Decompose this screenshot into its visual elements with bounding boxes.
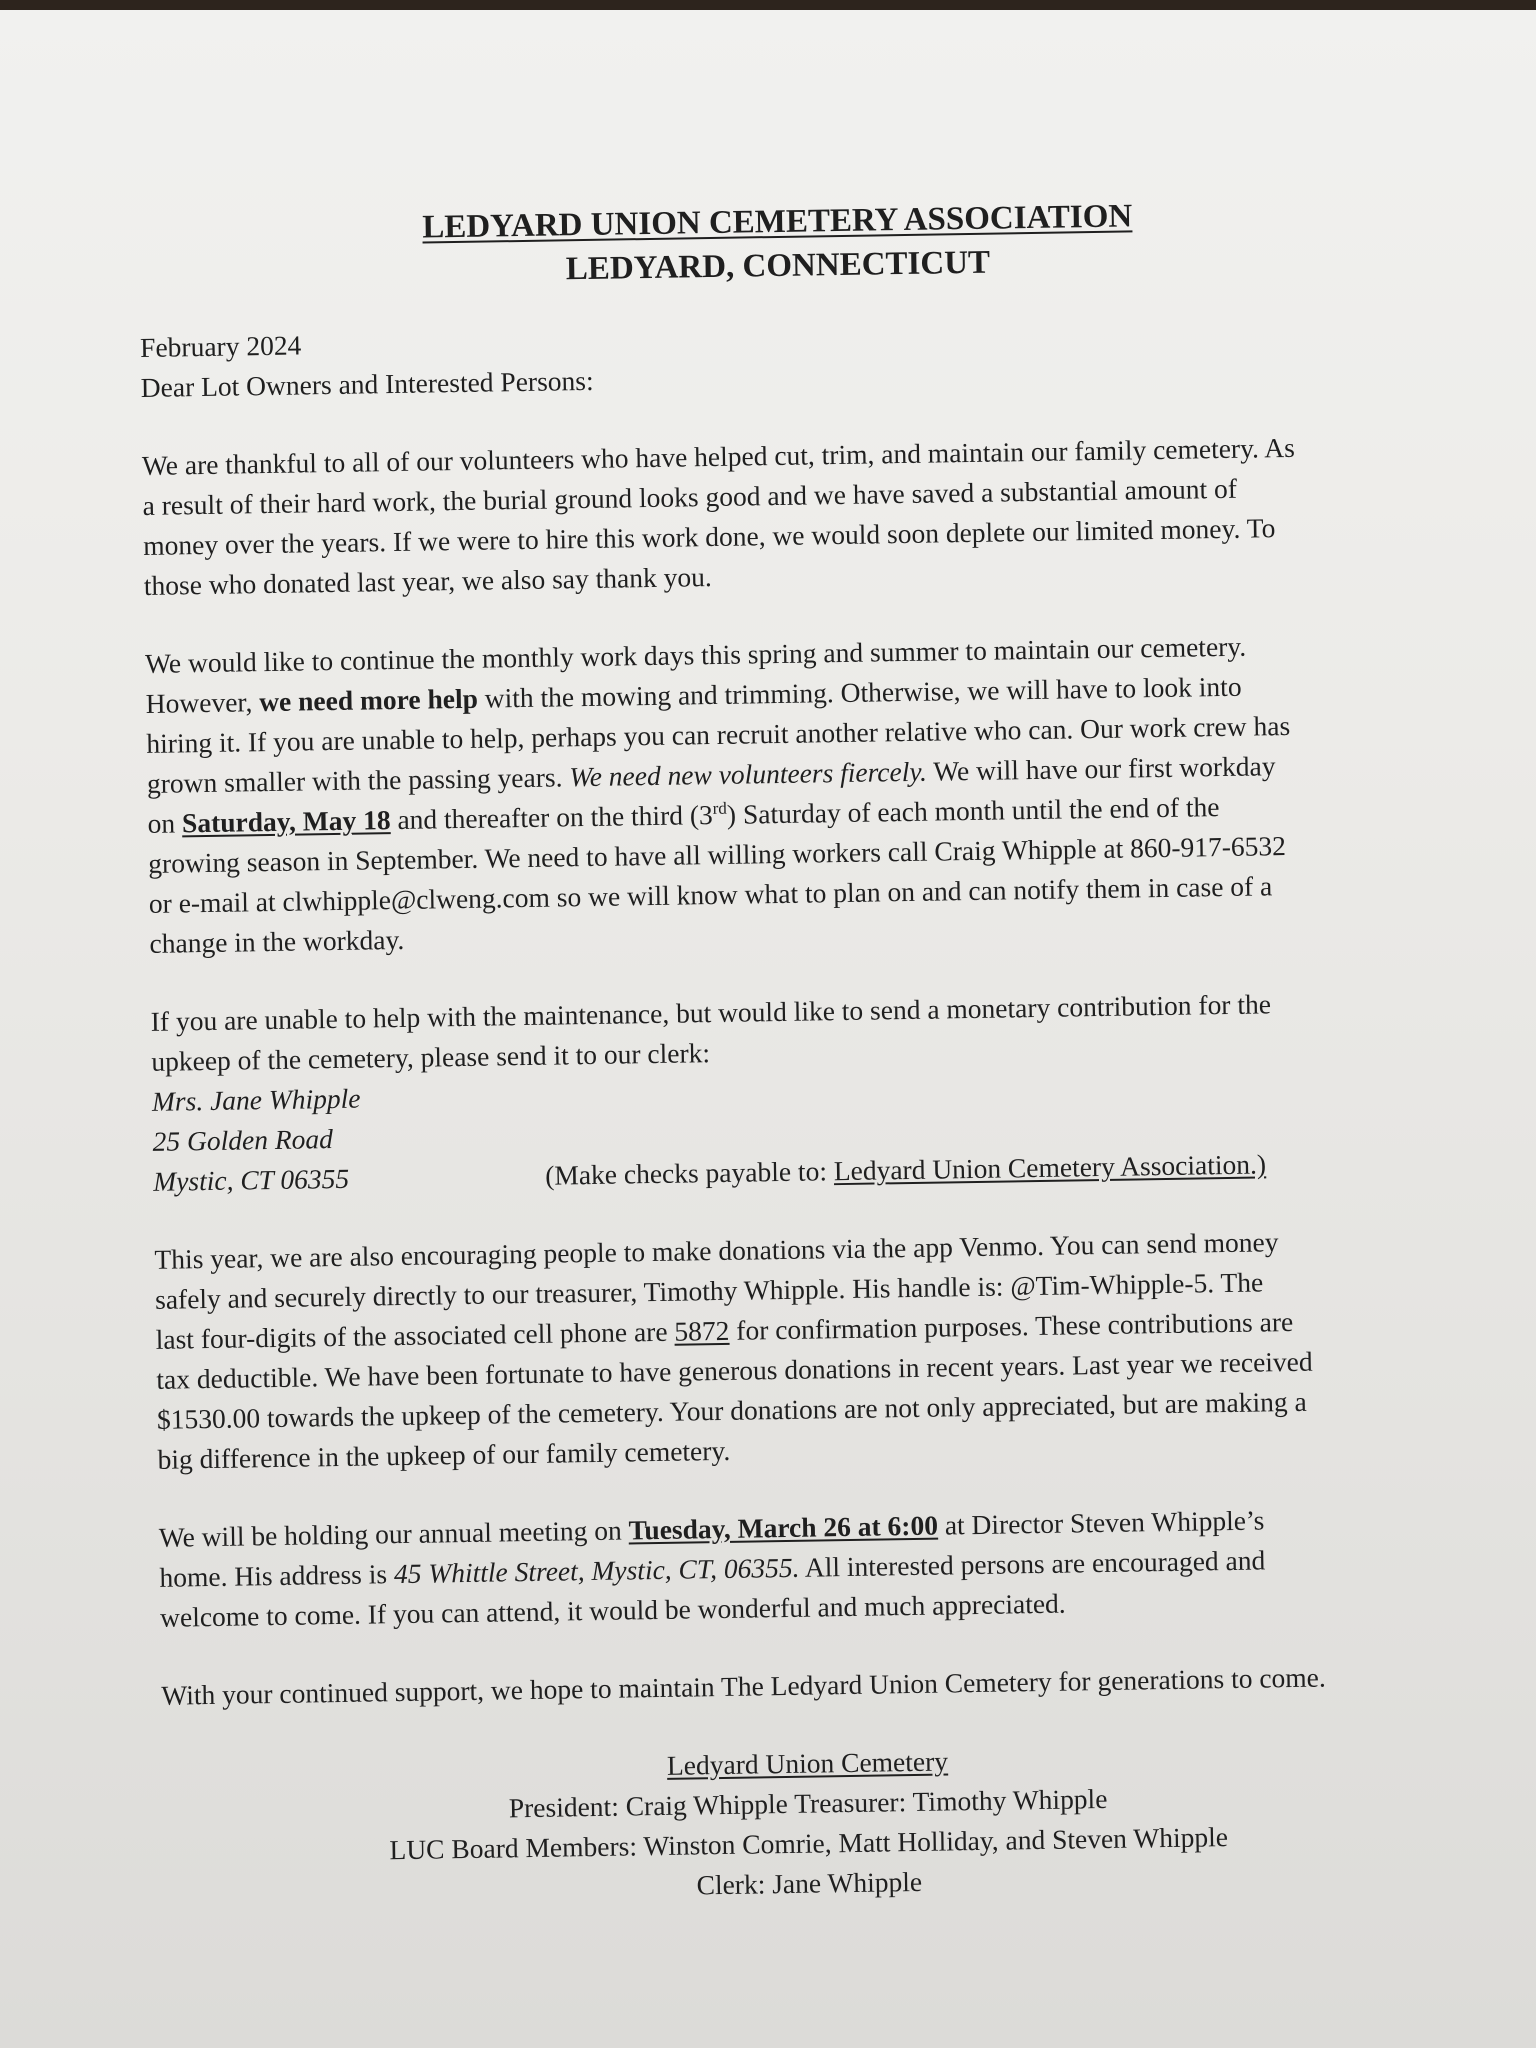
text-span: for confirmation purposes. These contributions are bbox=[729, 1305, 1294, 1346]
text-line: This year, we are also encouraging people to make donations via the app Venmo. You can send money bbox=[154, 1226, 1279, 1275]
text-span: last four-digits of the associated cell phone are bbox=[155, 1315, 675, 1355]
checks-payee: Ledyard Union Cemetery Association.) bbox=[833, 1148, 1267, 1187]
text-span: ) Saturday of each month until the end of the bbox=[726, 791, 1220, 830]
phone-last-four: 5872 bbox=[674, 1314, 730, 1347]
signature-block bbox=[162, 1734, 1454, 1914]
text-span: at Director Steven Whipple’s bbox=[937, 1504, 1265, 1541]
text-span: We will be holding our annual meeting on bbox=[158, 1514, 629, 1553]
emphasis-volunteers: We need new volunteers fiercely. bbox=[569, 755, 928, 793]
letter-date: February 2024 bbox=[139, 329, 302, 363]
text-line: If you are unable to help with the maintenance, but would like to send a monetary contribution for the bbox=[150, 988, 1272, 1037]
footer-board-members: LUC Board Members: Winston Comrie, Matt Holliday, and Steven Whipple bbox=[389, 1821, 1229, 1866]
letter-body bbox=[138, 190, 1455, 1914]
text-line: We would like to continue the monthly work days this spring and summer to maintain our cemetery. bbox=[144, 630, 1247, 679]
paragraph-venmo bbox=[154, 1220, 1448, 1480]
text-span: (Make checks payable to: bbox=[544, 1155, 835, 1191]
text-line: tax deductible. We have been fortunate to have generous donations in recent years. Last year we received bbox=[156, 1345, 1313, 1395]
text-line: upkeep of the cemetery, please send it to our clerk: bbox=[151, 1037, 711, 1077]
text-span: and thereafter on the third (3 bbox=[390, 799, 713, 836]
clerk-name: Mrs. Jane Whipple bbox=[151, 1082, 361, 1117]
letter-paper bbox=[0, 10, 1536, 2048]
text-line: a result of their hard work, the burial ground looks good and we have saved a substantial amount of bbox=[142, 472, 1238, 521]
salutation: Dear Lot Owners and Interested Persons: bbox=[140, 364, 594, 403]
clerk-city: Mystic, CT 06355 bbox=[153, 1162, 350, 1197]
text-span: with the mowing and trimming. Otherwise, we will have to look into bbox=[477, 670, 1242, 714]
text-line: growing season in September. We need to have all willing workers call Craig Whipple at 860-917-6532 bbox=[148, 830, 1287, 879]
closing-paragraph: With your continued support, we hope to maintain The Ledyard Union Cemetery for generations to come. bbox=[161, 1661, 1326, 1711]
text-line: or e-mail at clwhipple@clweng.com so we will know what to plan on and can notify them in case of a bbox=[148, 870, 1273, 919]
text-line: those who donated last year, we also say thank you. bbox=[143, 561, 712, 601]
text-line: big difference in the upkeep of our family cemetery. bbox=[157, 1434, 731, 1475]
text-line: safely and securely directly to our treasurer, Timothy Whipple. His handle is: @Tim-Whipple-5. The bbox=[154, 1266, 1264, 1315]
paragraph-work-days bbox=[145, 624, 1440, 964]
text-span: We will have our first workday bbox=[926, 750, 1276, 787]
text-span: on bbox=[147, 807, 183, 839]
footer-officers: President: Craig Whipple Treasurer: Timothy Whipple bbox=[508, 1782, 1108, 1824]
meeting-address: 45 Whittle Street, Mystic, CT, 06355. bbox=[393, 1551, 800, 1590]
text-line: We are thankful to all of our volunteers who have helped cut, trim, and maintain our family cemetery. As bbox=[141, 431, 1296, 481]
clerk-street: 25 Golden Road bbox=[152, 1123, 334, 1157]
footer-org-name: Ledyard Union Cemetery bbox=[666, 1745, 949, 1781]
text-line: hiring it. If you are unable to help, perhaps you can recruit another relative who can. Our work crew has bbox=[146, 709, 1291, 759]
text-line: welcome to come. If you can attend, it would be wonderful and much appreciated. bbox=[159, 1587, 1066, 1633]
text-span: However, bbox=[145, 686, 260, 719]
paragraph-contribution bbox=[150, 982, 1443, 1202]
first-workday-date: Saturday, May 18 bbox=[181, 804, 391, 839]
meeting-date: Tuesday, March 26 at 6:00 bbox=[628, 1509, 939, 1546]
text-span: home. His address is bbox=[159, 1558, 395, 1593]
ordinal-suffix: rd bbox=[712, 798, 727, 818]
org-name: LEDYARD UNION CEMETERY ASSOCIATION bbox=[422, 198, 1133, 246]
emphasis-need-help: we need more help bbox=[258, 682, 479, 718]
text-line: change in the workday. bbox=[149, 923, 405, 959]
paragraph-annual-meeting bbox=[159, 1498, 1451, 1638]
text-line: $1530.00 towards the upkeep of the cemetery. Your donations are not only appreciated, but are making a bbox=[156, 1385, 1307, 1435]
text-line: money over the years. If we were to hire this work done, we would soon deplete our limited money. To bbox=[143, 512, 1276, 561]
footer-clerk: Clerk: Jane Whipple bbox=[696, 1865, 923, 1901]
text-span: grown smaller with the passing years. bbox=[146, 761, 570, 799]
location-heading: LEDYARD, CONNECTICUT bbox=[565, 244, 991, 288]
text-span: All interested persons are encouraged and bbox=[799, 1544, 1266, 1583]
paragraph-volunteers-thanks bbox=[142, 426, 1434, 606]
